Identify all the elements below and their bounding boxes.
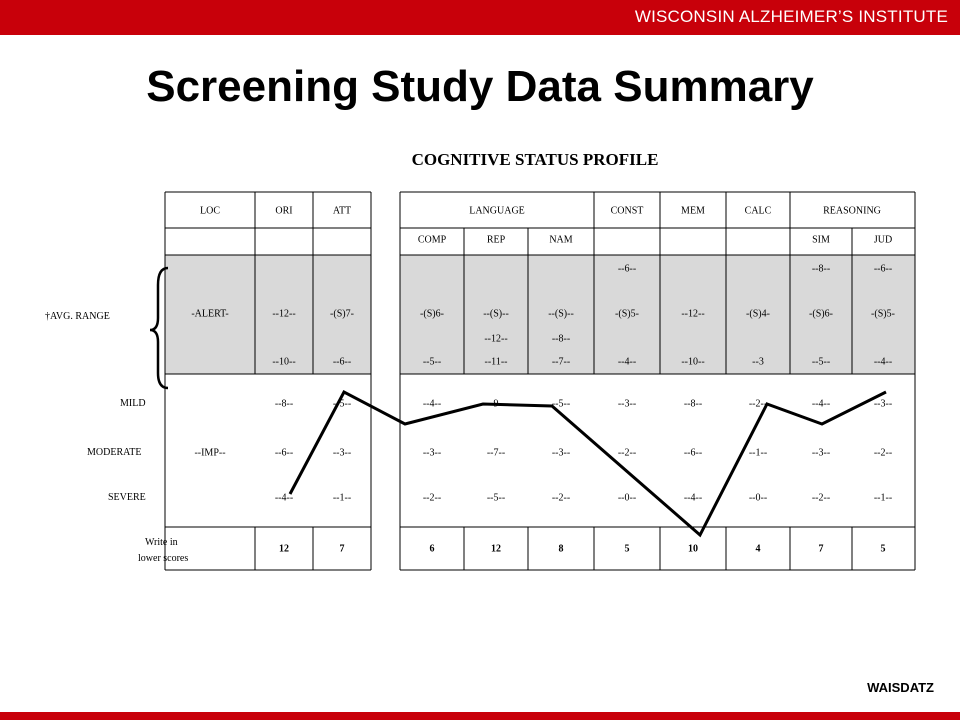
jud-avg: -(S)5- bbox=[871, 308, 895, 320]
calc-severe: --0-- bbox=[748, 492, 768, 504]
sim-moderate: --3-- bbox=[811, 447, 831, 459]
ori-severe: --4-- bbox=[274, 492, 294, 504]
score-ori: 12 bbox=[279, 543, 289, 555]
col-header-reasoning: REASONING bbox=[823, 205, 881, 217]
const-severe: --0-- bbox=[617, 492, 637, 504]
sim-avg: -(S)6- bbox=[809, 308, 833, 320]
col-header-comp: COMP bbox=[417, 234, 447, 246]
col-header-sim: SIM bbox=[812, 234, 830, 246]
jud-moderate: --2-- bbox=[873, 447, 893, 459]
score-jud: 5 bbox=[880, 543, 886, 555]
const-avg: -(S)5- bbox=[615, 308, 639, 320]
comp-severe: --2-- bbox=[422, 492, 442, 504]
jud-low: --4-- bbox=[873, 356, 893, 368]
score-calc: 4 bbox=[755, 543, 761, 555]
ori-low: --10-- bbox=[272, 356, 296, 368]
avg-range-shade-right bbox=[400, 255, 915, 374]
score-const: 5 bbox=[624, 543, 630, 555]
comp-moderate: --3-- bbox=[422, 447, 442, 459]
mem-mild: --8-- bbox=[683, 398, 703, 410]
patient-profile-line bbox=[290, 392, 886, 535]
const-moderate: --2-- bbox=[617, 447, 637, 459]
att-mild: --5-- bbox=[332, 398, 352, 410]
col-header-rep: REP bbox=[486, 234, 506, 246]
rep-moderate: --7-- bbox=[486, 447, 506, 459]
rep-avg: --(S)-- bbox=[483, 308, 509, 320]
jud-top: --6-- bbox=[873, 263, 893, 275]
att-moderate: --3-- bbox=[332, 447, 352, 459]
col-header-jud: JUD bbox=[873, 234, 893, 246]
nam-mild: --5-- bbox=[551, 398, 571, 410]
loc-alert: -ALERT- bbox=[191, 308, 229, 320]
nam-moderate: --3-- bbox=[551, 447, 571, 459]
document-code: WAISDATZ bbox=[867, 680, 934, 695]
rep-avg-2: --12-- bbox=[484, 333, 508, 345]
footer-bar bbox=[0, 712, 960, 720]
mem-moderate: --6-- bbox=[683, 447, 703, 459]
comp-mild: --4-- bbox=[422, 398, 442, 410]
row-label-moderate: MODERATE bbox=[87, 447, 142, 458]
sim-low: --5-- bbox=[811, 356, 831, 368]
nam-avg: --(S)-- bbox=[548, 308, 574, 320]
ori-mild: --8-- bbox=[274, 398, 294, 410]
calc-avg: -(S)4- bbox=[746, 308, 770, 320]
nam-avg-2: --8-- bbox=[551, 333, 571, 345]
col-header-loc: LOC bbox=[200, 205, 220, 217]
mem-low: --10-- bbox=[681, 356, 705, 368]
col-header-mem: MEM bbox=[681, 205, 705, 217]
mem-avg: --12-- bbox=[681, 308, 705, 320]
row-label-mild: MILD bbox=[120, 398, 146, 409]
comp-avg: -(S)6- bbox=[420, 308, 444, 320]
sim-top: --8-- bbox=[811, 263, 831, 275]
const-top: --6-- bbox=[617, 263, 637, 275]
const-low: --4-- bbox=[617, 356, 637, 368]
calc-moderate: --1-- bbox=[748, 447, 768, 459]
const-mild: --3-- bbox=[617, 398, 637, 410]
sim-mild: --4-- bbox=[811, 398, 831, 410]
rep-mild: --9-- bbox=[486, 398, 506, 410]
score-rep: 12 bbox=[491, 543, 501, 555]
score-sim: 7 bbox=[818, 543, 824, 555]
att-low: --6-- bbox=[332, 356, 352, 368]
organization-name: WISCONSIN ALZHEIMER’S INSTITUTE bbox=[634, 7, 948, 26]
nam-severe: --2-- bbox=[551, 492, 571, 504]
mem-severe: --4-- bbox=[683, 492, 703, 504]
score-mem: 10 bbox=[688, 543, 698, 555]
comp-low: --5-- bbox=[422, 356, 442, 368]
col-header-nam: NAM bbox=[549, 234, 573, 246]
score-att: 7 bbox=[339, 543, 345, 555]
jud-mild: --3-- bbox=[873, 398, 893, 410]
calc-low: --3 bbox=[752, 356, 764, 368]
col-header-language: LANGUAGE bbox=[469, 205, 525, 217]
sim-severe: --2-- bbox=[811, 492, 831, 504]
rep-severe: --5-- bbox=[486, 492, 506, 504]
att-avg: -(S)7- bbox=[330, 308, 354, 320]
nam-low: --7-- bbox=[551, 356, 571, 368]
row-label-write-in: Write in bbox=[145, 537, 178, 548]
row-label-severe: SEVERE bbox=[108, 492, 146, 503]
row-label-lower-scores: lower scores bbox=[138, 553, 189, 564]
page-title: Screening Study Data Summary bbox=[146, 62, 814, 111]
ori-moderate: --6-- bbox=[274, 447, 294, 459]
col-header-const: CONST bbox=[610, 205, 644, 217]
att-severe: --1-- bbox=[332, 492, 352, 504]
ori-avg: --12-- bbox=[272, 308, 296, 320]
loc-impaired: --IMP-- bbox=[194, 447, 226, 459]
col-header-ori: ORI bbox=[275, 205, 293, 217]
rep-low: --11-- bbox=[484, 356, 508, 368]
col-header-calc: CALC bbox=[744, 205, 772, 217]
score-nam: 8 bbox=[558, 543, 564, 555]
calc-mild: --2-- bbox=[748, 398, 768, 410]
col-header-att: ATT bbox=[332, 205, 352, 217]
table-title: COGNITIVE STATUS PROFILE bbox=[411, 150, 659, 169]
jud-severe: --1-- bbox=[873, 492, 893, 504]
score-comp: 6 bbox=[429, 543, 435, 555]
row-label-avg-range: †AVG. RANGE bbox=[45, 311, 110, 322]
grid-lines bbox=[165, 192, 915, 570]
